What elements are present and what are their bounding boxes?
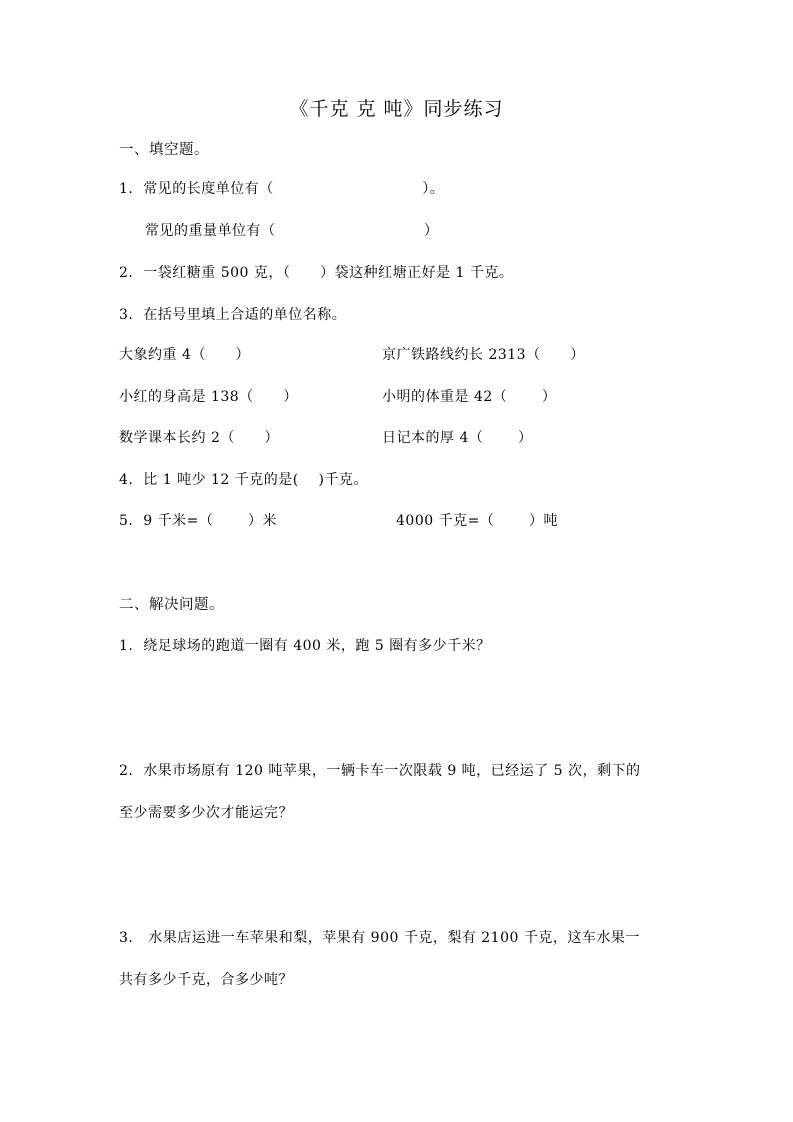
section-heading-fill-in: 一、填空题。: [119, 142, 209, 158]
q3-item-elephant: 大象约重 4（ ）: [119, 347, 251, 363]
section-heading-problems: 二、解决问题。: [119, 597, 224, 613]
page-title: 《千克 克 吨》同步练习: [289, 98, 504, 120]
question-2: 2. 一袋红糖重 500 克，（ ）袋这种红塘正好是 1 千克。: [119, 265, 514, 281]
problem-1: 1. 绕足球场的跑道一圈有 400 米，跑 5 圈有多少千米？: [119, 638, 491, 654]
question-1-length-units: 1. 常见的长度单位有（ ）。: [119, 181, 445, 197]
question-3: 3. 在括号里填上合适的单位名称。: [119, 307, 347, 323]
question-1-weight-units: 常见的重量单位有（ ）: [145, 223, 439, 239]
q3-item-body-weight: 小明的体重是 42（ ）: [382, 389, 557, 405]
problem-2-line-2: 至少需要多少次才能运完？: [119, 805, 293, 821]
q3-item-height: 小红的身高是 138（ ）: [119, 389, 298, 405]
problem-3-line-1: 3. 水果店运进一车苹果和梨，苹果有 900 千克，梨有 2100 千克，这车水果一: [119, 930, 640, 946]
problem-2-line-1: 2. 水果市场原有 120 吨苹果，一辆卡车一次限载 9 吨，已经运了 5 次，剩下的: [119, 763, 641, 779]
question-4: 4. 比 1 吨少 12 千克的是( )千克。: [119, 472, 369, 488]
q3-item-textbook: 数学课本长约 2（ ）: [119, 430, 280, 446]
problem-3-line-2: 共有多少千克，合多少吨？: [119, 972, 293, 988]
q3-item-railway: 京广铁路线约长 2313（ ）: [382, 347, 585, 363]
q3-item-diary: 日记本的厚 4（ ）: [382, 430, 533, 446]
question-5-kg: 4000 千克=（ ）吨: [396, 513, 558, 529]
question-5-km: 5. 9 千米=（ ）米: [119, 513, 277, 529]
